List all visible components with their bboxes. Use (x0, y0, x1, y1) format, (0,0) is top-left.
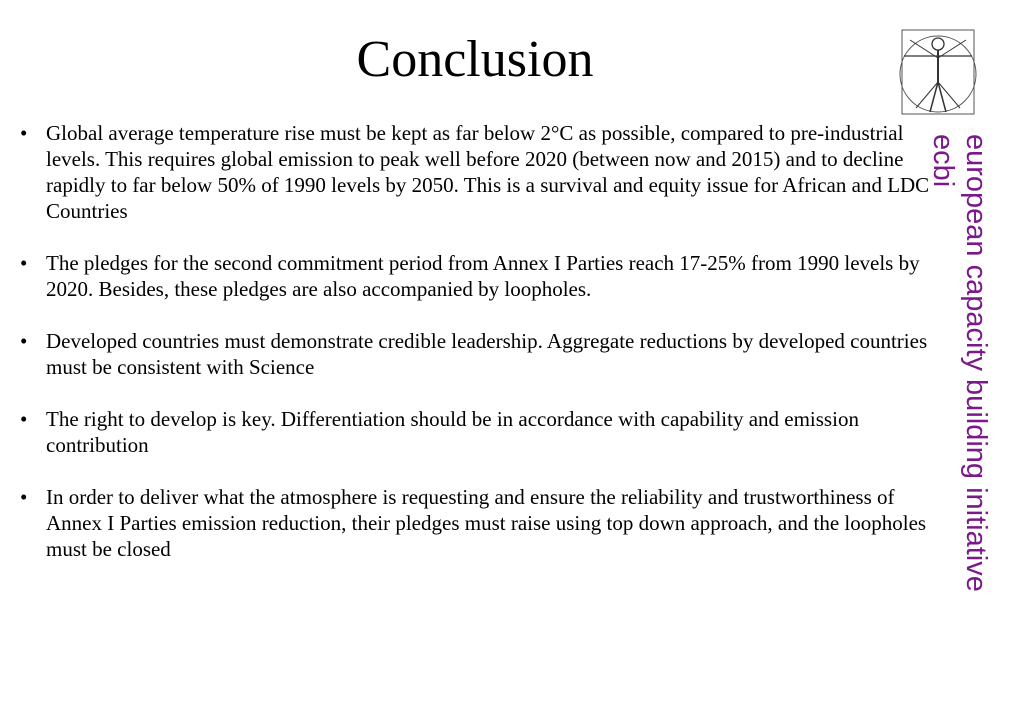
bullet-marker: • (20, 121, 28, 145)
bullet-text: The pledges for the second commitment period from Annex I Parties reach 17-25% from 1990 levels by 2020. Besides, these pledges are also accompanied by loopholes. (46, 251, 920, 301)
bullet-item (20, 328, 945, 380)
bullet-text: In order to deliver what the atmosphere is requesting and ensure the reliability and trustworthiness of Annex I Parties emission reduction, their pledges must raise using top down approach, and the loopholes must be closed (46, 485, 927, 561)
vitruvian-man-icon (898, 22, 978, 122)
bullet-marker: • (20, 407, 28, 431)
branding-vertical (912, 134, 992, 674)
bullet-marker: • (20, 251, 28, 275)
branding-name: european capacity building initiative (960, 134, 992, 592)
bullet-text: Developed countries must demonstrate credible leadership. Aggregate reductions by developed countries must be consistent with Science (46, 329, 928, 379)
bullet-list (20, 120, 945, 588)
bullet-item (20, 484, 945, 562)
slide-title: Conclusion (356, 31, 594, 88)
bullet-item (20, 120, 945, 224)
bullet-marker: • (20, 329, 28, 353)
branding-acronym: ecbi (927, 134, 959, 188)
bullet-text: Global average temperature rise must be kept as far below 2°C as possible, compared to pre-industrial levels. This requires global emission to peak well before 2020 (between now and 2015) and to decline rapidly to far below 50% of 1990 levels by 2050. This is a survival and equity issue for African and LDC Countries (46, 121, 930, 223)
bullet-item (20, 406, 945, 458)
bullet-item (20, 250, 945, 302)
bullet-text: The right to develop is key. Differentiation should be in accordance with capability and emission contribution (46, 407, 859, 457)
bullet-marker: • (20, 485, 28, 509)
